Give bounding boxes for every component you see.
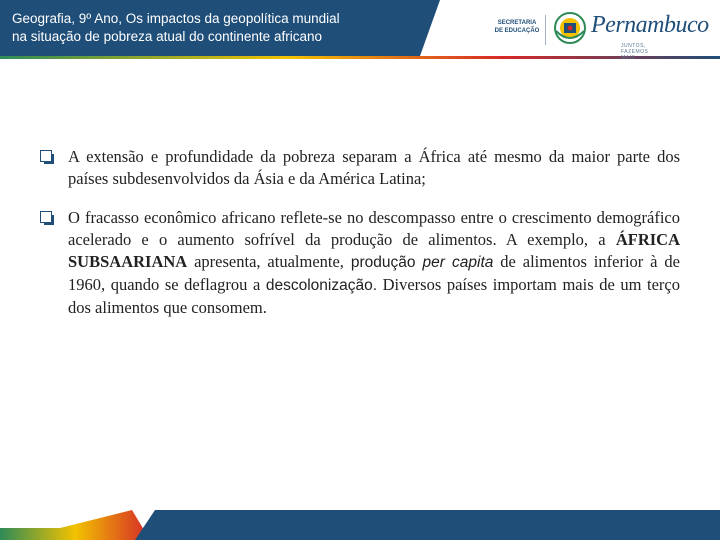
- bullet-text-2d: de alimentos inferior à de 1960, quando se deflagrou a: [68, 252, 680, 294]
- bullet-bold-term: ÁFRICA SUBSAARIANA: [68, 230, 680, 271]
- bullet-text-1: A extensão e profundidade da pobreza separam a África até mesmo da maior parte dos países subdesenvolvidos da Ásia e da América Latina;: [68, 147, 680, 188]
- title-line-1: Geografia, 9º Ano, Os impactos da geopolítica mundial: [12, 11, 340, 26]
- state-name: Pernambuco: [591, 12, 709, 38]
- logo-divider: [545, 15, 546, 45]
- bullet-text-2e: descolonização.: [265, 277, 378, 294]
- state-seal-icon: [553, 11, 587, 45]
- bullet-item-2: [40, 207, 680, 319]
- checkbox-bullet-icon: [40, 150, 52, 162]
- state-tagline: JUNTOS, FAZEMOS MAIS: [621, 43, 649, 61]
- bullet-italic-term: per capita: [422, 254, 494, 271]
- slide-footer: [0, 510, 720, 540]
- bullet-text-2a: O fracasso econômico africano reflete-se no descompasso entre o crescimento demográfico acelerado e o aumento sofrível da produção de alimentos. A exemplo, a: [68, 208, 680, 249]
- secretaria-label: [493, 19, 541, 35]
- bullet-item-1: [40, 146, 680, 190]
- title-band: [0, 0, 420, 56]
- secretaria-line-2: DE EDUCAÇÃO: [494, 28, 540, 34]
- slide-content: [40, 146, 680, 336]
- bullet-text-2c: produção: [350, 254, 423, 271]
- header-accent-strip: [0, 56, 720, 59]
- footer-accent: [0, 510, 150, 540]
- secretaria-line-1: SECRETARIA: [497, 20, 537, 26]
- slide-title: [12, 10, 407, 46]
- footer-band: [155, 510, 720, 540]
- slide-header: [0, 0, 720, 62]
- checkbox-bullet-icon: [40, 211, 52, 223]
- bullet-text-2b: apresenta, atualmente,: [187, 252, 351, 271]
- bullet-text-2f: Diversos países importam mais de um terço dos alimentos que consomem.: [68, 275, 680, 317]
- title-line-2: na situação de pobreza atual do continente africano: [12, 29, 322, 44]
